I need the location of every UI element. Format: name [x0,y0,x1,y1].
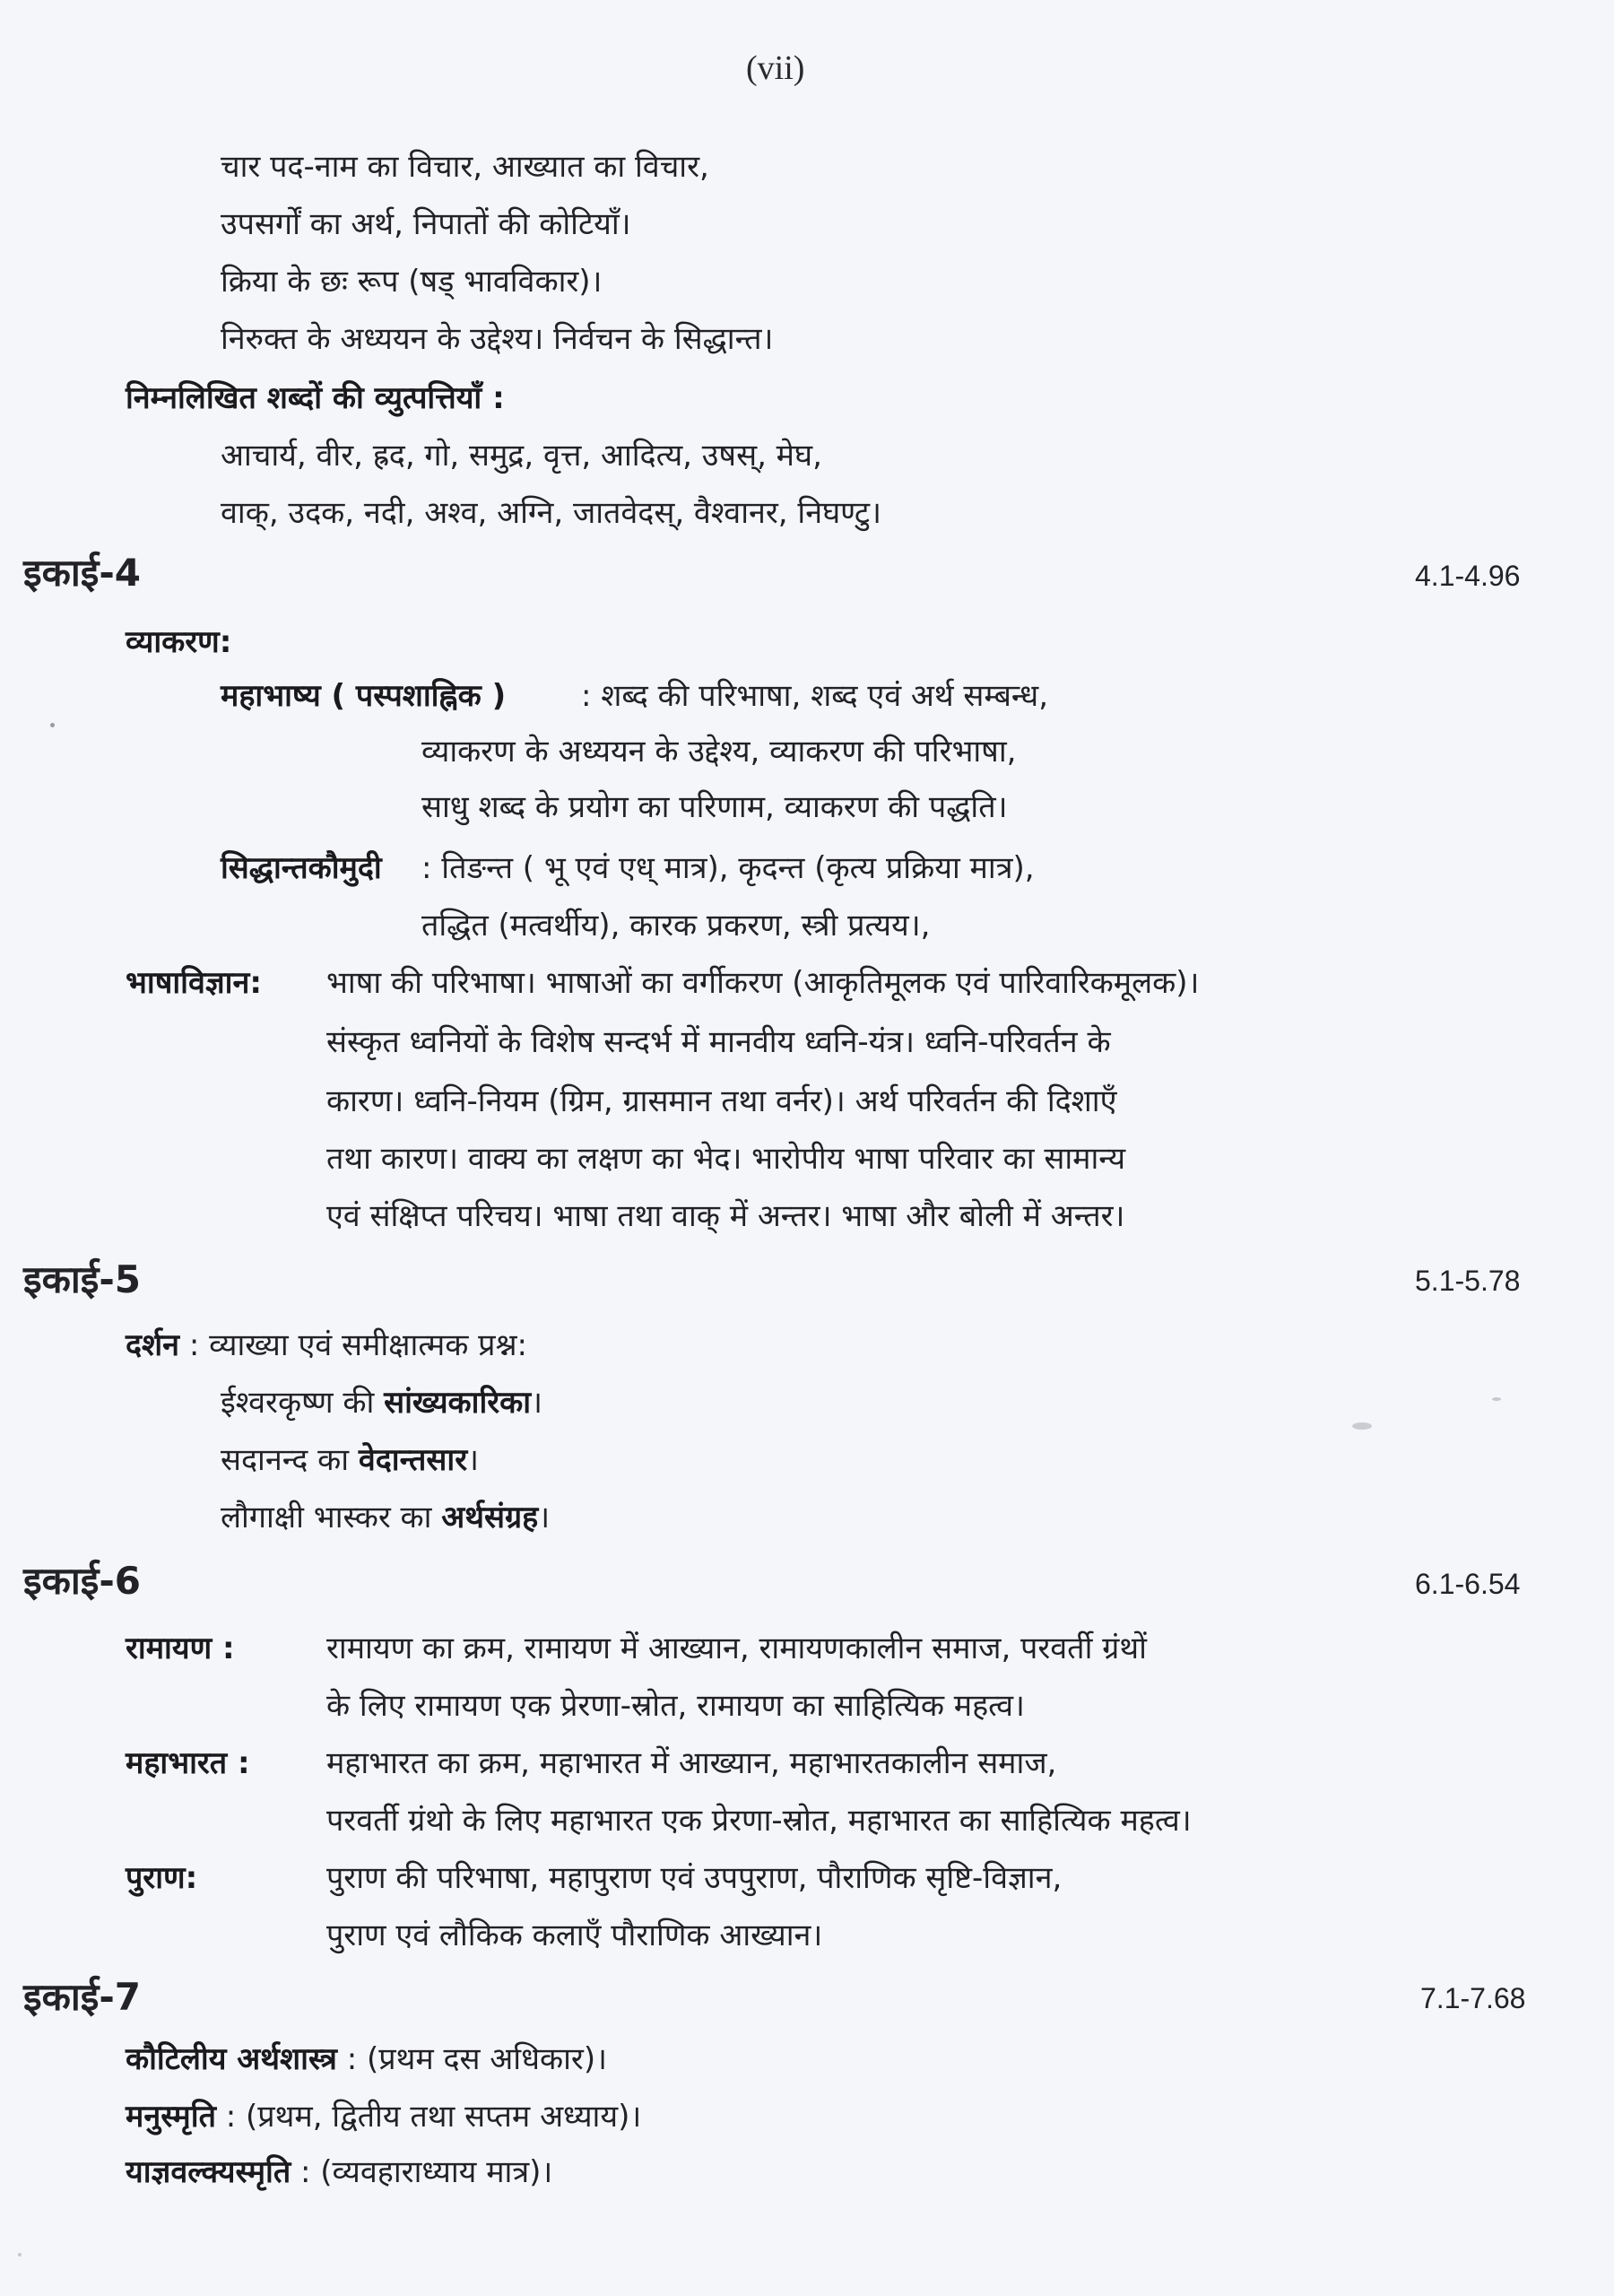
bhasha-line-1: भाषा की परिभाषा। भाषाओं का वर्गीकरण (आकृतिमूलक एवं पारिवारिकमूलक)। [326,965,1200,1001]
darshan-text-3: लौगाक्षी भास्कर का अर्थसंग्रह। [221,1500,551,1535]
darshan-label: दर्शन [126,1327,180,1363]
vyutpatti-heading: निम्नलिखित शब्दों की व्युत्पत्तियाँ : [126,380,505,416]
nirukta-line-2: उपसर्गों का अर्थ, निपातों की कोटियाँ। [221,206,631,242]
sankhyakarika: सांख्यकारिका [384,1385,532,1421]
page-number: (vii) [746,49,805,87]
mahabhashya-line-1: : शब्द की परिभाषा, शब्द एवं अर्थ सम्बन्ध, [581,678,1049,714]
unit-5-range: 5.1-5.78 [1415,1265,1521,1297]
unit-6-range: 6.1-6.54 [1415,1568,1521,1600]
unit-6-title: इकाई-6 [23,1559,142,1603]
scan-speck [1352,1422,1372,1430]
siddhanta-label: सिद्धान्तकौमुदी [221,850,382,886]
mahabhashya-line-3: साधु शब्द के प्रयोग का परिणाम, व्याकरण की पद्धति। [421,789,1008,825]
bhasha-line-4: तथा कारण। वाक्य का लक्षण का भेद। भारोपीय भाषा परिवार का सामान्य [326,1141,1126,1177]
nirukta-line-4: निरुक्त के अध्ययन के उद्देश्य। निर्वचन के सिद्धान्त। [221,321,774,357]
ramayan-line-2: के लिए रामायण एक प्रेरणा-स्रोत, रामायण का साहित्यिक महत्व। [326,1688,1025,1724]
darshan-line [126,1326,527,1365]
unit-7-title: इकाई-7 [23,1975,142,2019]
unit-5-title: इकाई-5 [23,1257,142,1301]
vedantasar: वेदान्तसार [358,1442,468,1478]
scan-speck [1492,1397,1501,1401]
mahabhashya-label: महाभाष्य ( पस्पशाह्निक ) [221,678,507,714]
mahabharat-line-2: परवर्ती ग्रंथो के लिए महाभारत एक प्रेरणा-स्रोत, महाभारत का साहित्यिक महत्व। [326,1803,1192,1839]
ramayan-label: रामायण : [126,1631,235,1666]
darshan-rest: : व्याख्या एवं समीक्षात्मक प्रश्न: [188,1327,527,1363]
ramayan-line-1: रामायण का क्रम, रामायण में आख्यान, रामायणकालीन समाज, परवर्ती ग्रंथों [326,1631,1147,1666]
scan-speck [50,723,55,727]
manusmriti-line: मनुस्मृति : (प्रथम, द्वितीय तथा सप्तम अध्याय)। [126,2099,642,2135]
mahabharat-line-1: महाभारत का क्रम, महाभारत में आख्यान, महाभारतकालीन समाज, [326,1745,1057,1781]
bhasha-line-5: एवं संक्षिप्त परिचय। भाषा तथा वाक् में अन्तर। भाषा और बोली में अन्तर। [326,1198,1125,1234]
unit-4-title: इकाई-4 [23,551,142,595]
siddhanta-line-1: : तिङन्त ( भू एवं एध् मात्र), कृदन्त (कृत्य प्रक्रिया मात्र), [421,850,1035,886]
puran-label: पुराण: [126,1860,198,1896]
unit-7-range: 7.1-7.68 [1420,1982,1526,2014]
mahabharat-label: महाभारत : [126,1745,250,1781]
bhasha-line-2: संस्कृत ध्वनियों के विशेष सन्दर्भ में मानवीय ध्वनि-यंत्र। ध्वनि-परिवर्तन के [326,1024,1111,1060]
darshan-text-2: सदानन्द का वेदान्तसार। [221,1442,480,1478]
nirukta-line-1: चार पद-नाम का विचार, आख्यात का विचार, [221,149,709,185]
siddhanta-line-2: तद्धित (मत्वर्थीय), कारक प्रकरण, स्त्री प्रत्यय।, [421,908,931,944]
bhasha-line-3: कारण। ध्वनि-नियम (ग्रिम, ग्रासमान तथा वर्नर)। अर्थ परिवर्तन की दिशाएँ [326,1083,1117,1119]
vyutpatti-words-2: वाक्, उदक, नदी, अश्व, अग्नि, जातवेदस्, वैश्वानर, निघण्टु। [221,495,881,531]
scan-speck [18,2253,22,2257]
darshan-text-1: ईश्वरकृष्ण की सांख्यकारिका। [221,1385,542,1421]
mahabhashya-line-2: व्याकरण के अध्ययन के उद्देश्य, व्याकरण की परिभाषा, [421,734,1017,770]
arthasangrah: अर्थसंग्रह [441,1500,539,1535]
yajnavalkya-line: याज्ञवल्क्यस्मृति : (व्यवहाराध्याय मात्र)। [126,2154,553,2190]
puran-line-1: पुराण की परिभाषा, महापुराण एवं उपपुराण, पौराणिक सृष्टि-विज्ञान, [326,1860,1063,1896]
unit-4-range: 4.1-4.96 [1415,560,1521,592]
puran-line-2: पुराण एवं लौकिक कलाएँ पौराणिक आख्यान। [326,1918,823,1953]
nirukta-line-3: क्रिया के छः रूप (षड् भावविकार)। [221,264,603,300]
arthashastra-line: कौटिलीय अर्थशास्त्र : (प्रथम दस अधिकार)। [126,2041,607,2077]
vyakaran-label: व्याकरण: [126,624,232,660]
vyutpatti-words-1: आचार्य, वीर, ह्रद, गो, समुद्र, वृत्त, आदित्य, उषस्, मेघ, [221,438,822,474]
bhasha-label: भाषाविज्ञान: [126,965,262,1001]
